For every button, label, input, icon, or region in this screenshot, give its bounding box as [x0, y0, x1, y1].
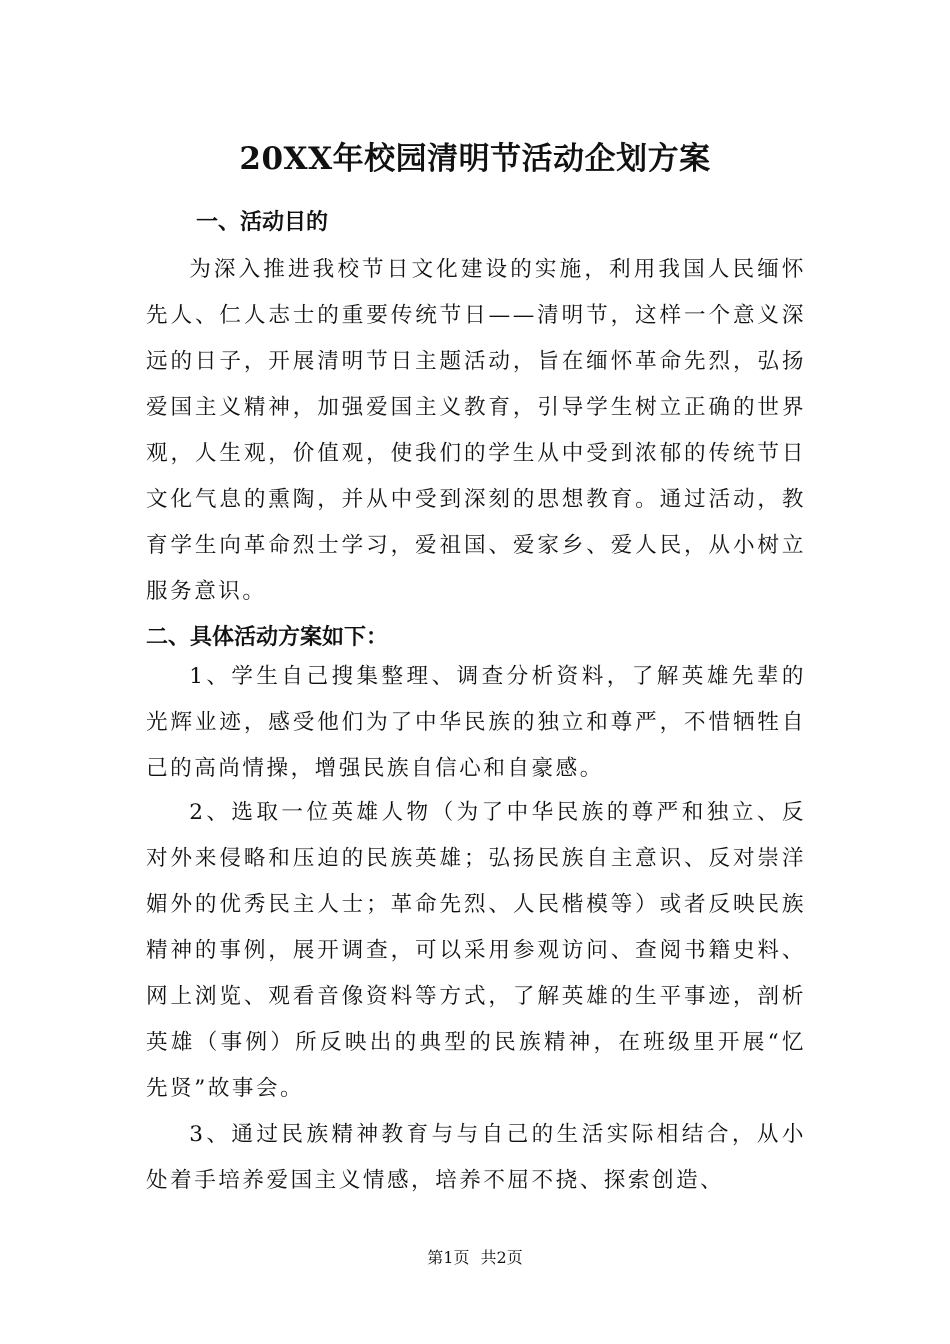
- document-title: 20XX年校园清明节活动企划方案: [239, 141, 711, 177]
- page-number-current: 第1页: [427, 1248, 470, 1267]
- plan-item-1: 1、学生自己搜集整理、调查分析资料，了解英雄先辈的光辉业迹，感受他们为了中华民族的独立和尊严，不惜牺牲自己的高尚情操，增强民族自信心和自豪感。: [146, 664, 806, 781]
- page-number-total: 共2页: [480, 1248, 523, 1267]
- section-heading-purpose: 一、活动目的: [196, 210, 329, 235]
- plan-item-3: 3、通过民族精神教育与与自己的生活实际相结合，从小处着手培养爱国主义情感，培养不屈不挠、探索创造、: [146, 1122, 806, 1193]
- page-footer: [0, 1245, 950, 1268]
- purpose-paragraph: 为深入推进我校节日文化建设的实施，利用我国人民缅怀先人、仁人志士的重要传统节日——清明节，这样一个意义深远的日子，开展清明节日主题活动，旨在缅怀革命先烈，弘扬爱国主义精神，加强爱国主义教育，引导学生树立正确的世界观，人生观，价值观，使我们的学生从中受到浓郁的传统节日文化气息的熏陶，并从中受到深刻的思想教育。通过活动，教育学生向革命烈士学习，爱祖国、爱家乡、爱人民，从小树立服务意识。: [146, 257, 806, 604]
- plan-item-2: 2、选取一位英雄人物（为了中华民族的尊严和独立、反对外来侵略和压迫的民族英雄；弘扬民族自主意识、反对崇洋媚外的优秀民主人士；革命先烈、人民楷模等）或者反映民族精神的事例，展开调查，可以采用参观访问、查阅书籍史料、网上浏览、观看音像资料等方式，了解英雄的生平事迹，剖析英雄（事例）所反映出的典型的民族精神，在班级里开展“忆先贤”故事会。: [146, 800, 806, 1101]
- section-heading-plan: 二、具体活动方案如下：: [146, 625, 389, 650]
